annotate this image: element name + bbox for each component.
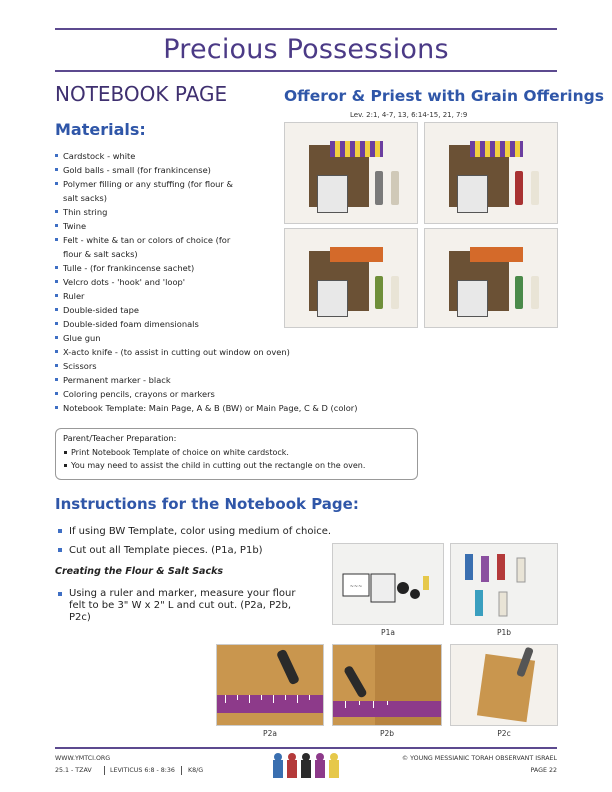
list-item: Glue gun [55,331,385,345]
photo-p2b [332,644,442,726]
list-item: Felt - white & tan or colors of choice (for [55,233,385,247]
notebook-heading: NOTEBOOK PAGE [55,82,228,106]
footer-copyright: © YOUNG MESSIANIC TORAH OBSERVANT ISRAEL [401,755,557,762]
flour-step: Using a ruler and marker, measure your flour felt to be 3" W x 2" L and cut out. (P2a, P2b, P2c) [55,588,315,624]
footer-grade: K8/G [188,767,204,774]
caption-p2a: P2a [263,729,277,738]
instructions-heading: Instructions for the Notebook Page: [55,495,359,513]
footer-divider [104,766,105,775]
list-item: Coloring pencils, crayons or markers [55,387,385,401]
list-item: Tulle - (for frankincense sachet) [55,261,385,275]
list-item: Thin string [55,205,385,219]
footer-portion: LEVITICUS 6:8 - 8:36 [110,767,175,774]
scripture-reference: Lev. 2:1, 4-7, 13, 6:14-15, 21, 7:9 [350,111,468,119]
offering-photo-1 [284,122,418,224]
list-item: Cardstock - white [55,149,385,163]
logo-figures-icon [273,753,339,778]
list-item-continuation: salt sacks) [63,193,107,203]
photo-p2c [450,644,558,726]
felt-cut-graphic [451,645,558,726]
offer-heading: Offeror & Priest with Grain Offerings [284,87,604,105]
felt-ruler-graphic-b [333,645,442,726]
footer-divider [181,766,182,775]
list-item: Notebook Template: Main Page, A & B (BW) or Main Page, C & D (color) [55,401,385,415]
list-item: Permanent marker - black [55,373,385,387]
list-item: Print Notebook Template of choice on white cardstock. [63,446,410,459]
caption-p2b: P2b [379,729,395,738]
list-item: You may need to assist the child in cutting out the rectangle on the oven. [63,459,410,472]
list-item: Double-sided tape [55,303,385,317]
list-item: Twine [55,219,385,233]
caption-p1b: P1b [496,628,512,637]
list-item: Cut out all Template pieces. (P1a, P1b) [55,541,385,560]
photo-p1b [450,543,558,625]
materials-heading: Materials: [55,120,146,139]
photo-p1a [332,543,444,625]
list-item: Polymer filling or any stuffing (for flour & [55,177,385,191]
list-item: Scissors [55,359,385,373]
felt-ruler-graphic-a [217,645,324,726]
preparation-title: Parent/Teacher Preparation: [63,433,177,443]
flour-salt-subheading: Creating the Flour & Salt Sacks [55,566,224,577]
caption-p1a: P1a [381,628,395,637]
caption-p2c: P2c [497,729,511,738]
list-item: X-acto knife - (to assist in cutting out window on oven) [55,345,385,359]
page-title: Precious Possessions [163,34,449,65]
photo-p2a [216,644,324,726]
offering-photo-4 [424,228,558,328]
list-item: Ruler [55,289,385,303]
offering-photo-2 [424,122,558,224]
footer-website: WWW.YMTCI.ORG [55,755,111,762]
figures-graphic [451,544,558,625]
list-item: Gold balls - small (for frankincense) [55,163,385,177]
preparation-box [55,428,418,480]
list-item: If using BW Template, color using medium of choice. [55,522,385,541]
footer-course: 25.1 - TZAV [55,767,92,774]
footer-rule [55,747,557,749]
svg-text:~~~: ~~~ [349,584,363,590]
footer-page-number: PAGE 22 [530,767,557,774]
list-item: Double-sided foam dimensionals [55,317,385,331]
list-item: Velcro dots - 'hook' and 'loop' [55,275,385,289]
top-rule [55,28,557,30]
offering-photo-3 [284,228,418,328]
list-item-continuation: flour & salt sacks) [63,249,138,259]
title-underline [55,70,557,72]
ymtoi-logo [271,752,345,780]
preparation-list [63,446,410,472]
template-pieces-graphic [333,544,444,625]
